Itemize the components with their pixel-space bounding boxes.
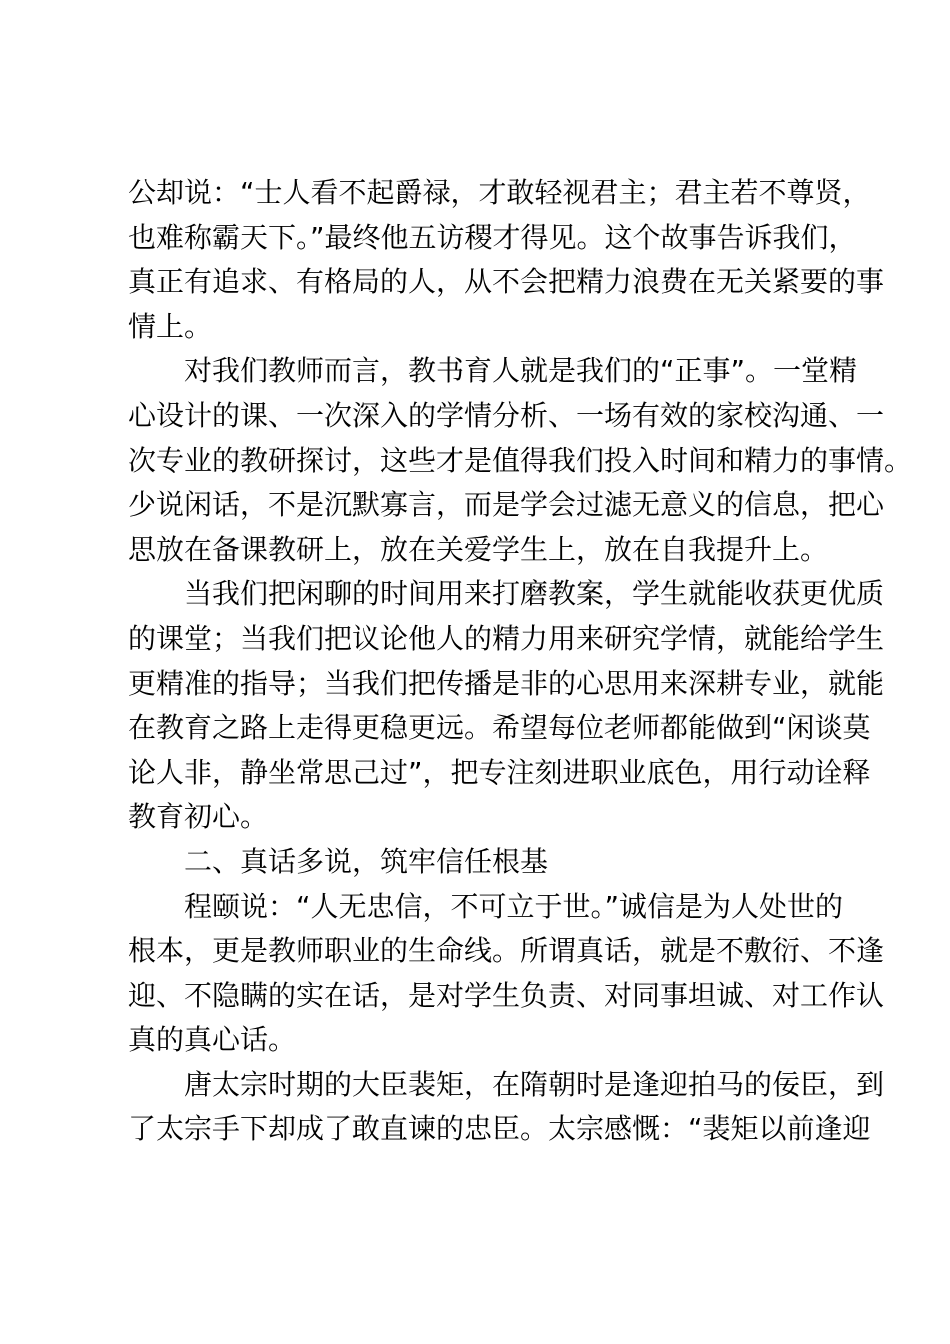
text-line: 唐太宗时期的大臣裴矩，在隋朝时是逢迎拍马的佞臣，到 xyxy=(184,1067,885,1101)
text-line: 教育初心。 xyxy=(128,800,269,834)
text-line: 了太宗手下却成了敢直谏的忠臣。太宗感慨：“裴矩以前逢迎 xyxy=(128,1112,871,1146)
text-line: 心设计的课、一次深入的学情分析、一场有效的家校沟通、一 xyxy=(128,398,885,432)
text-line: 也难称霸天下。”最终他五访稷才得见。这个故事告诉我们， xyxy=(128,220,857,254)
text-line: 在教育之路上走得更稳更远。希望每位老师都能做到“闲谈莫 xyxy=(128,711,871,745)
text-line: 思放在备课教研上，放在关爱学生上，放在自我提升上。 xyxy=(128,532,829,566)
text-line: 情上。 xyxy=(128,309,213,343)
text-line: 次专业的教研探讨，这些才是值得我们投入时间和精力的事情。 xyxy=(128,443,913,477)
text-line: 更精准的指导；当我们把传播是非的心思用来深耕专业，就能 xyxy=(128,666,885,700)
text-line: 对我们教师而言，教书育人就是我们的“正事”。一堂精 xyxy=(184,354,858,388)
text-line: 根本，更是教师职业的生命线。所谓真话，就是不敷衍、不逢 xyxy=(128,934,885,968)
text-line: 当我们把闲聊的时间用来打磨教案，学生就能收获更优质 xyxy=(184,577,885,611)
text-line: 公却说：“士人看不起爵禄，才敢轻视君主；君主若不尊贤， xyxy=(128,176,871,209)
text-line: 少说闲话，不是沉默寡言，而是学会过滤无意义的信息，把心 xyxy=(128,488,885,522)
text-line: 程颐说：“人无忠信，不可立于世。”诚信是为人处世的 xyxy=(184,889,844,923)
text-line: 真的真心话。 xyxy=(128,1023,297,1057)
text-line: 真正有追求、有格局的人，从不会把精力浪费在无关紧要的事 xyxy=(128,265,885,299)
text-line: 论人非，静坐常思己过”，把专注刻进职业底色，用行动诠释 xyxy=(128,755,871,789)
text-line: 的课堂；当我们把议论他人的精力用来研究学情，就能给学生 xyxy=(128,621,885,655)
document-body xyxy=(128,171,913,1152)
section-heading: 二、真话多说，筑牢信任根基 xyxy=(184,844,549,878)
text-line: 迎、不隐瞒的实在话，是对学生负责、对同事坦诚、对工作认 xyxy=(128,978,885,1012)
